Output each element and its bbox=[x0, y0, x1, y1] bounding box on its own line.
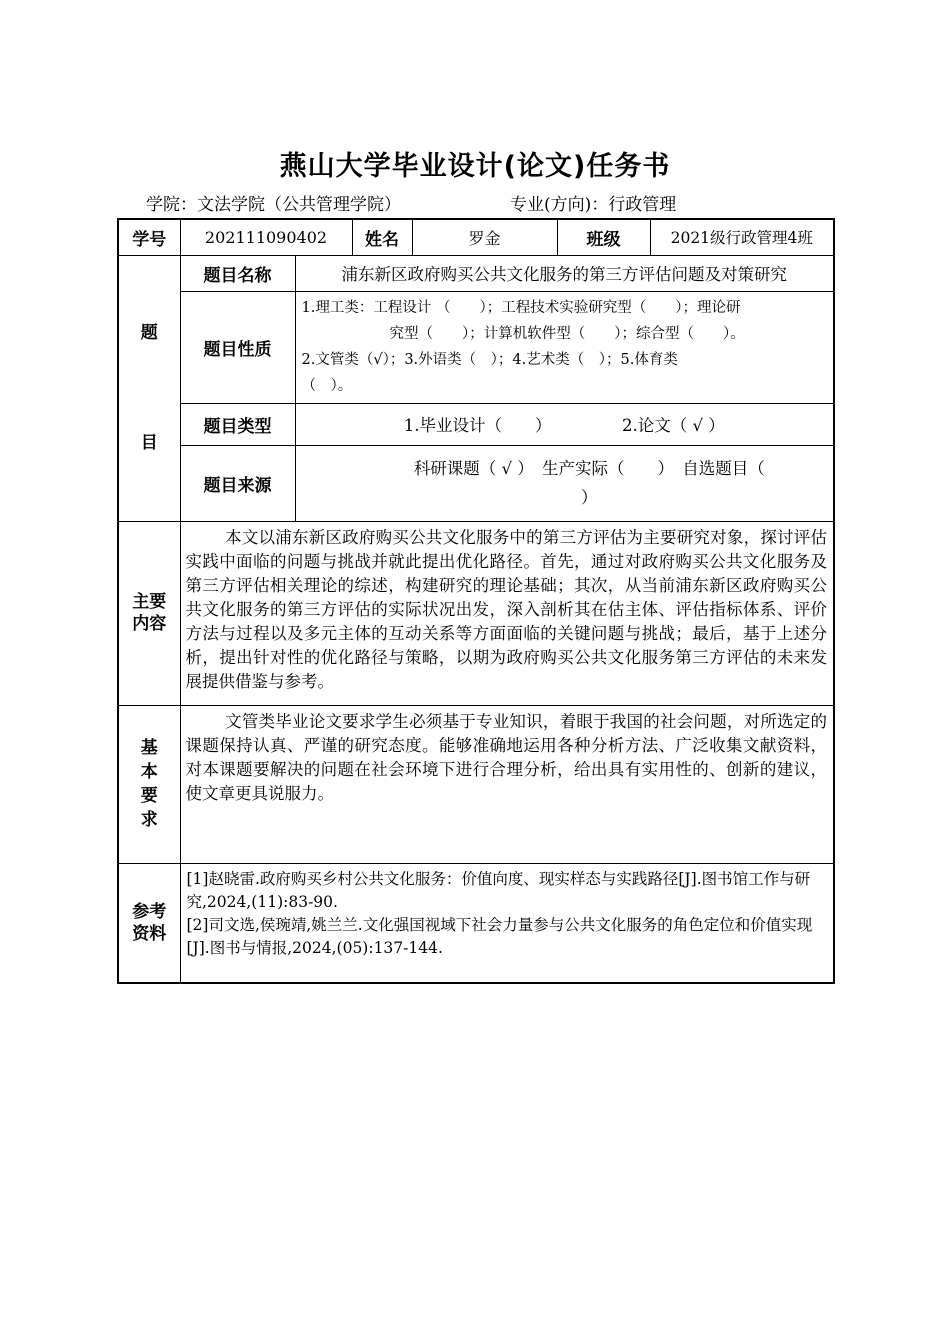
topic-type-row bbox=[118, 403, 834, 445]
requirements-paragraph: 文管类毕业论文要求学生必须基于专业知识，着眼于我国的社会问题，对所选定的课题保持认真、严谨的研究态度。能够准确地运用各种分析方法、广泛收集文献资料，对本课题要解决的问题在社会环境下进行合理分析，给出具有实用性的、创新的建议，使文章更具说服力。 bbox=[185, 711, 827, 803]
topic-nature-label: 题目性质 bbox=[180, 291, 295, 403]
topic-name-row bbox=[118, 255, 834, 291]
req-label-char-3: 要 bbox=[140, 786, 158, 806]
ref-label-line-1: 参考 bbox=[132, 901, 167, 922]
main-content-text bbox=[180, 521, 834, 705]
topic-type-label: 题目类型 bbox=[180, 403, 295, 445]
source-line-1: 科研课题（ √ ） 生产实际（ ） 自选题目（ bbox=[413, 459, 765, 478]
req-label-char-2: 本 bbox=[140, 762, 158, 782]
content-paragraph: 本文以浦东新区政府购买公共文化服务中的第三方评估为主要研究对象，探讨评估实践中面临的问题与挑战并就此提出优化路径。首先，通过对政府购买公共文化服务及第三方评估相关理论的综述，构建研究的理论基础；其次，从当前浦东新区政府购买公共文化服务的第三方评估的实际状况出发，深入剖析其在估主体、评估指标体系、评价方法与过程以及多元主体的互动关系等方面面临的关键问题与挑战；最后，基于上述分析，提出针对性的优化路径与策略，以期为政府购买公共文化服务第三方评估的未来发展提供借鉴与参考。 bbox=[185, 527, 827, 691]
topic-nature-row bbox=[118, 291, 834, 403]
req-label-char-4: 求 bbox=[140, 810, 158, 830]
topic-group-char-1: 题 bbox=[140, 323, 158, 343]
type-option-thesis: 2.论文（ √ ） bbox=[622, 416, 725, 435]
requirements-row bbox=[118, 705, 834, 863]
references-label bbox=[118, 863, 180, 983]
reference-item: [1]赵晓雷.政府购买乡村公共文化服务：价值向度、现实样态与实践路径[J].图书馆工作与研究,2024,(11):83-90. bbox=[186, 869, 811, 911]
ref-label-line-2: 资料 bbox=[132, 923, 167, 944]
topic-name-label: 题目名称 bbox=[180, 255, 295, 291]
main-content-row bbox=[118, 521, 834, 705]
topic-type-value bbox=[295, 403, 834, 445]
type-option-design: 1.毕业设计（ ） bbox=[403, 416, 552, 435]
source-line-2: ） bbox=[581, 488, 598, 507]
nature-line-2: 究型（ ）；计算机软件型（ ）；综合型（ ）。 bbox=[389, 326, 745, 342]
references-list bbox=[180, 863, 834, 983]
topic-name-value: 浦东新区政府购买公共文化服务的第三方评估问题及对策研究 bbox=[295, 255, 834, 291]
nature-line-4: （ ）。 bbox=[301, 378, 353, 394]
topic-source-label: 题目来源 bbox=[180, 445, 295, 521]
topic-source-value bbox=[295, 445, 834, 521]
topic-nature-value bbox=[295, 291, 834, 403]
content-label-line-1: 主要 bbox=[132, 592, 167, 612]
task-table bbox=[117, 218, 835, 984]
student-id-label: 学号 bbox=[118, 219, 180, 255]
requirements-label bbox=[118, 705, 180, 863]
student-id-value: 202111090402 bbox=[180, 219, 352, 255]
topic-source-row bbox=[118, 445, 834, 521]
college-line: 学院：文法学院（公共管理学院） bbox=[146, 195, 401, 215]
topic-group-char-2: 目 bbox=[140, 433, 158, 453]
major-line: 专业(方向)：行政管理 bbox=[510, 195, 677, 215]
document-title: 燕山大学毕业设计(论文)任务书 bbox=[279, 151, 671, 182]
class-label: 班级 bbox=[557, 219, 650, 255]
student-name-label: 姓名 bbox=[352, 219, 412, 255]
reference-item: [2]司文选,侯琬靖,姚兰兰.文化强国视域下社会力量参与公共文化服务的角色定位和价值实现[J].图书与情报,2024,(05):137-144. bbox=[186, 915, 813, 957]
nature-line-1: 1.理工类：工程设计 （ ）；工程技术实验研究型（ ）；理论研 bbox=[301, 300, 741, 316]
requirements-text bbox=[180, 705, 834, 863]
references-row bbox=[118, 863, 834, 983]
content-label-line-2: 内容 bbox=[132, 614, 167, 634]
nature-line-3: 2.文管类（√）；3.外语类（ ）；4.艺术类（ ）；5.体育类 bbox=[301, 352, 678, 368]
req-label-char-1: 基 bbox=[140, 738, 158, 758]
main-content-label bbox=[118, 521, 180, 705]
student-row bbox=[118, 219, 834, 255]
student-name-value: 罗金 bbox=[412, 219, 557, 255]
class-value: 2021级行政管理4班 bbox=[650, 219, 834, 255]
topic-group-label bbox=[118, 255, 180, 521]
